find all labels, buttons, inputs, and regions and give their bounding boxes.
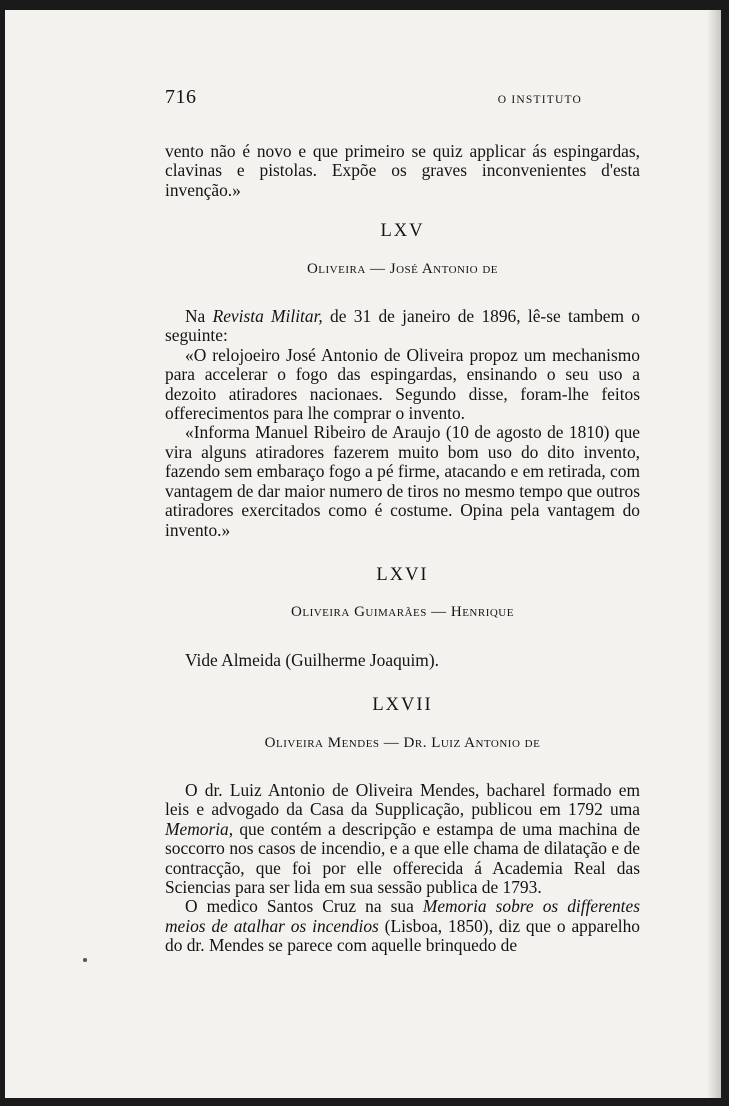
text-block: [165, 88, 640, 956]
page-edge-shadow: [707, 10, 721, 1098]
work-title: Memoria sobre os differentes meios de atalhar os incendios: [165, 896, 640, 936]
paragraph: O dr. Luiz Antonio de Oliveira Mendes, bacharel formado em leis e advogado da Casa da Supplicação, publicou em 1792 uma Memoria, que contém a descripção e estampa de uma machina de soccorro nos casos de incendio, e a que elle chama de dilatação e de contracção, que foi por elle offerecida á Academia Real das Sciencias para ser lida em sua sessão publica de 1793.: [165, 779, 640, 897]
section-heading-lxv: Oliveira — José Antonio de: [306, 260, 499, 277]
book-page: [5, 10, 721, 1098]
paragraph: «O relojoeiro José Antonio de Oliveira propoz um mechanismo para accelerar o fogo das espingardas, ensinando o seu uso a dezoito atiradores nacionaes. Segundo disse, foram-lhe feitos offerecimentos para lhe comprar o invento.: [165, 344, 640, 424]
continuation-paragraph: vento não é novo e que primeiro se quiz applicar ás espingardas, clavinas e pistolas. Expõe os graves inconvenientes d'esta invenção.»: [165, 141, 640, 200]
periodical-title: Revista Militar,: [212, 306, 323, 327]
section-heading-lxvii: Oliveira Mendes — Dr. Luiz Antonio de: [264, 734, 541, 751]
work-title: Memoria,: [165, 818, 234, 839]
journal-title: O INSTITUTO: [497, 94, 582, 106]
section-numeral-lxvi: LXVI: [376, 564, 429, 585]
paragraph: Vide Almeida (Guilherme Joaquim).: [185, 649, 439, 670]
section-heading-lxvi: Oliveira Guimarães — Henrique: [291, 604, 514, 621]
paragraph: Na Revista Militar, de 31 de janeiro de 1896, lê-se tambem o seguinte:: [165, 306, 640, 346]
section-numeral-lxv: LXV: [380, 221, 425, 242]
ink-speck: [83, 958, 87, 962]
paragraph: O medico Santos Cruz na sua Memoria sobre os differentes meios de atalhar os incendios (Lisboa, 1850), diz que o apparelho do dr. Mendes se parece com aquelle brinquedo de: [165, 896, 641, 956]
section-numeral-lxvii: LXVII: [372, 695, 433, 716]
running-head: [165, 88, 640, 114]
page-number: 716: [165, 86, 197, 108]
paragraph: «Informa Manuel Ribeiro de Araujo (10 de agosto de 1810) que vira alguns atiradores fazerem muito bom uso do dito invento, fazendo sem embaraço fogo a pé firme, atacando e em retirada, com vantagem de dar maior numero de tiros no mesmo tempo que outros atiradores exercitados como é costume. Opina pela vantagem do invento.»: [165, 422, 640, 540]
